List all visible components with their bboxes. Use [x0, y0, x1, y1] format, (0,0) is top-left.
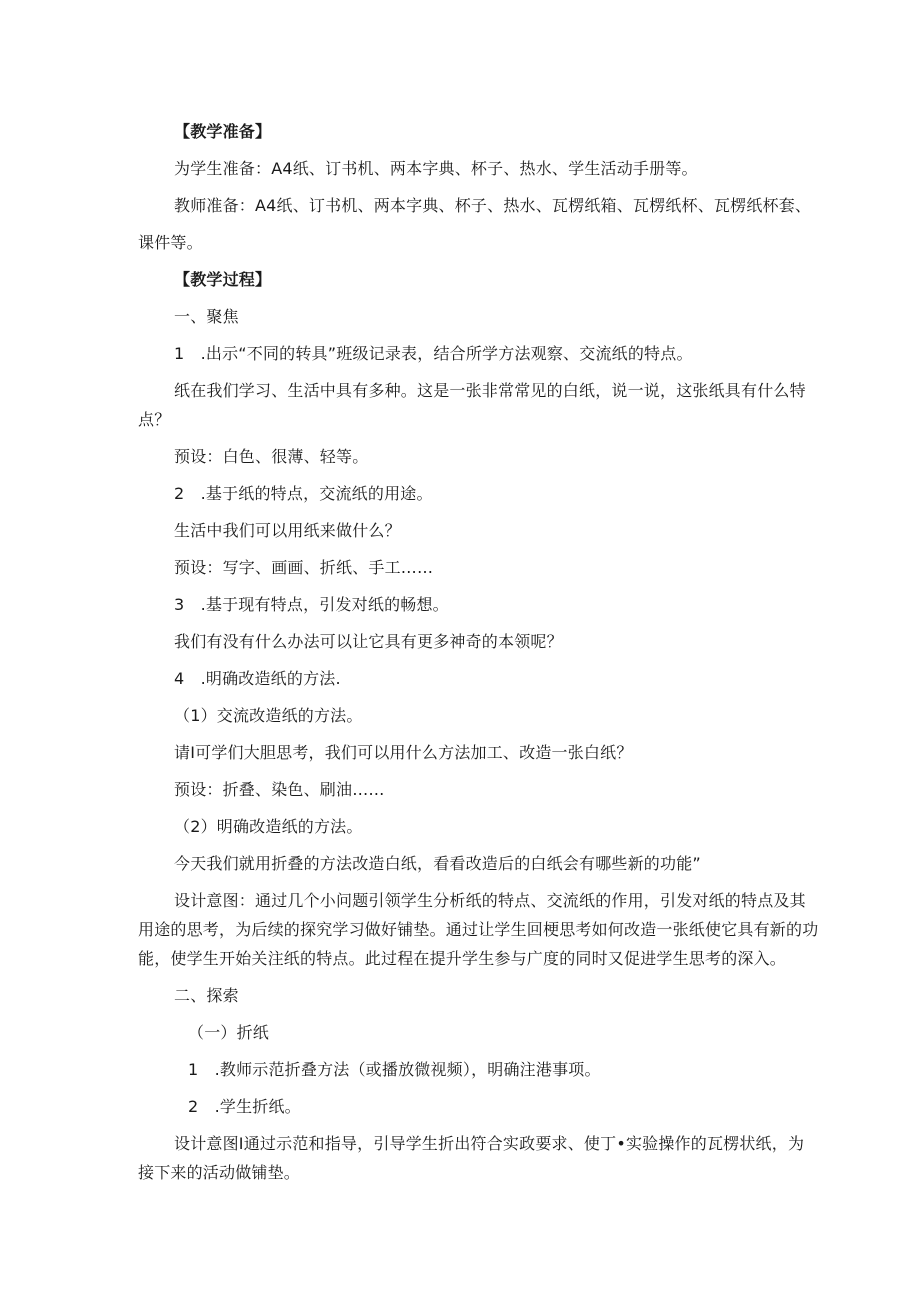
list-item-3: 3 .基于现有特点，引发对纸的畅想。 — [174, 595, 449, 614]
paragraph-design-intent-1: 设计意图：通过几个小问题引领学生分析纸的特点、交流纸的作用，引发对纸的特点及其 — [174, 891, 806, 910]
paragraph-paper-features-cont: 点？ — [138, 410, 171, 429]
paragraph-design-intent-2-cont: 接下来的活动做铺垫。 — [138, 1163, 301, 1182]
paragraph-preset-2: 预设：写字、画画、折纸、手工…… — [174, 558, 434, 577]
explore-item-2: 2 .学生折纸。 — [188, 1097, 301, 1116]
paragraph-paper-features: 纸在我们学习、生活中具有多种。这是一张非常常见的白纸，说一说，这张纸具有什么特 — [174, 381, 806, 400]
paragraph-think-boldly: 请I可学们大胆思考，我们可以用什么方法加工、改造一张白纸？ — [174, 743, 633, 762]
paragraph-paper-uses: 生活中我们可以用纸来做什么？ — [174, 521, 401, 540]
subheading-focus: 一、聚焦 — [174, 307, 239, 326]
list-item-2: 2 .基于纸的特点，交流纸的用途。 — [174, 484, 433, 503]
list-item-1: 1 .出示“不同的转具”班级记录表，结合所学方法观察、交流纸的特点。 — [174, 344, 693, 363]
sub-item-2: （2）明确改造纸的方法。 — [174, 817, 363, 836]
paragraph-imagination: 我们有没有什么办法可以让它具有更多神奇的本领呢？ — [174, 632, 563, 651]
paragraph-teacher-preparation-cont: 课件等。 — [138, 233, 203, 252]
section-heading-teaching-preparation: 【教学准备】 — [174, 122, 272, 141]
subheading-explore: 二、探索 — [174, 986, 239, 1005]
paragraph-design-intent-1-cont-1: 用途的思考，为后续的探究学习做好铺垫。通过让学生回梗思考如何改造一张纸使它具有新的功 — [138, 920, 819, 939]
sub-item-1: （1）交流改造纸的方法。 — [174, 706, 363, 725]
paragraph-preset-3: 预设：折叠、染色、刷油…… — [174, 780, 385, 799]
sub-subheading-folding: （一）折纸 — [188, 1023, 270, 1042]
paragraph-folding-today: 今天我们就用折叠的方法改造白纸，看看改造后的白纸会有哪些新的功能” — [174, 854, 701, 873]
paragraph-preset-1: 预设：白色、很薄、轻等。 — [174, 447, 369, 466]
section-heading-teaching-process: 【教学过程】 — [174, 270, 272, 289]
paragraph-student-preparation: 为学生准备：A4纸、订书机、两本字典、杯子、热水、学生活动手册等。 — [174, 159, 698, 178]
paragraph-design-intent-1-cont-2: 能，使学生开始关注纸的特点。此过程在提升学生参与广度的同时又促进学生思考的深入。 — [138, 949, 787, 968]
paragraph-design-intent-2: 设计意图I通过示范和指导，引导学生折出符合实政要求、使丁•实验操作的瓦楞状纸，为 — [174, 1134, 805, 1153]
list-item-4: 4 .明确改造纸的方法. — [174, 669, 341, 688]
explore-item-1: 1 .教师示范折叠方法（或播放微视频），明确注港事项。 — [188, 1060, 601, 1079]
paragraph-teacher-preparation: 教师准备：A4纸、订书机、两本字典、杯子、热水、瓦楞纸箱、瓦楞纸杯、瓦楞纸杯套、 — [174, 196, 812, 215]
